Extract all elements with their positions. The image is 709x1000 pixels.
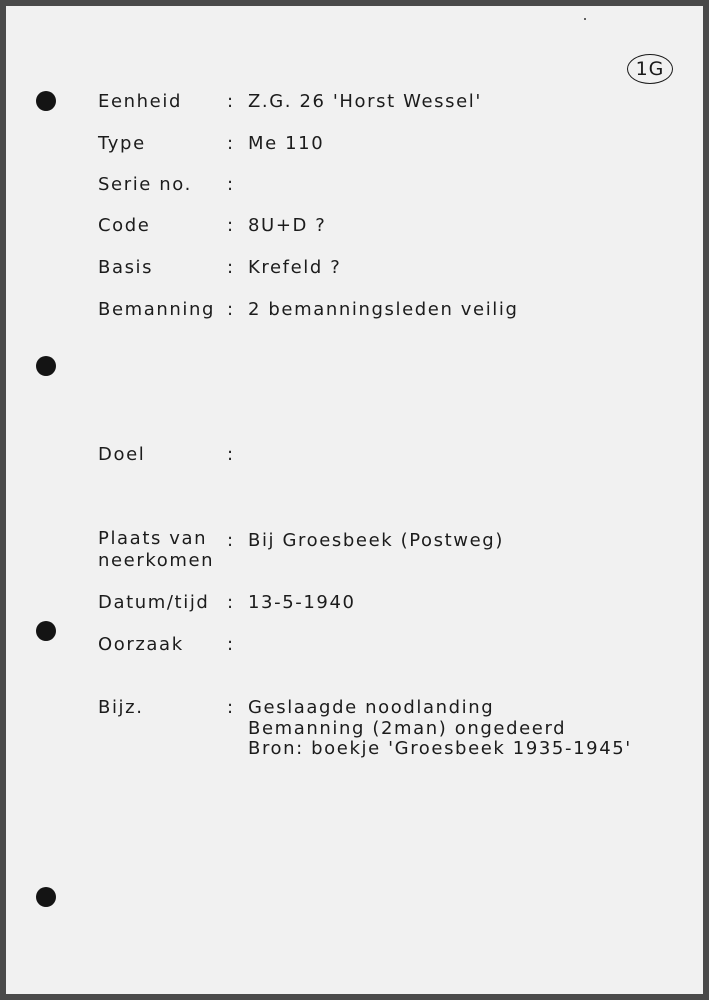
punch-hole — [36, 621, 56, 641]
field-value-type: Me 110 — [248, 133, 325, 154]
field-label-bemanning: Bemanning — [98, 299, 216, 320]
document-page — [6, 6, 703, 994]
field-value-datum-tijd: 13-5-1940 — [248, 592, 356, 613]
page-number-text: 1G — [635, 58, 665, 80]
field-label-doel: Doel — [98, 444, 146, 465]
field-label-basis: Basis — [98, 257, 154, 278]
field-value-bijz-line: Bron: boekje 'Groesbeek 1935-1945' — [248, 738, 632, 759]
punch-hole — [36, 91, 56, 111]
field-separator: : — [227, 133, 235, 154]
field-separator: : — [227, 215, 235, 236]
field-value-bemanning: 2 bemanningsleden veilig — [248, 299, 519, 320]
field-separator: : — [227, 634, 235, 655]
field-separator: : — [227, 697, 235, 718]
field-label-oorzaak: Oorzaak — [98, 634, 184, 655]
field-label-serie-no: Serie no. — [98, 174, 192, 195]
punch-hole — [36, 356, 56, 376]
field-value-basis: Krefeld ? — [248, 257, 342, 278]
field-label-plaats-van: Plaats van — [98, 528, 208, 549]
punch-hole — [36, 887, 56, 907]
field-separator: : — [227, 174, 235, 195]
field-value-bijz-line: Geslaagde noodlanding — [248, 697, 495, 718]
field-separator: : — [227, 444, 235, 465]
page-number — [627, 54, 673, 84]
field-label-code: Code — [98, 215, 151, 236]
field-separator: : — [227, 91, 235, 112]
field-label-bijz: Bijz. — [98, 697, 144, 718]
field-label-datum-tijd: Datum/tijd — [98, 592, 210, 613]
field-separator: : — [227, 299, 235, 320]
field-separator: : — [227, 592, 235, 613]
field-label-neerkomen: neerkomen — [98, 550, 215, 571]
field-separator: : — [227, 257, 235, 278]
field-label-type: Type — [98, 133, 146, 154]
field-value-code: 8U+D ? — [248, 215, 327, 236]
field-value-eenheid: Z.G. 26 'Horst Wessel' — [248, 91, 482, 112]
field-label-eenheid: Eenheid — [98, 91, 182, 112]
field-value-plaats: Bij Groesbeek (Postweg) — [248, 530, 504, 551]
field-separator: : — [227, 530, 235, 551]
paper-mark — [584, 18, 586, 20]
field-value-bijz-line: Bemanning (2man) ongedeerd — [248, 718, 567, 739]
